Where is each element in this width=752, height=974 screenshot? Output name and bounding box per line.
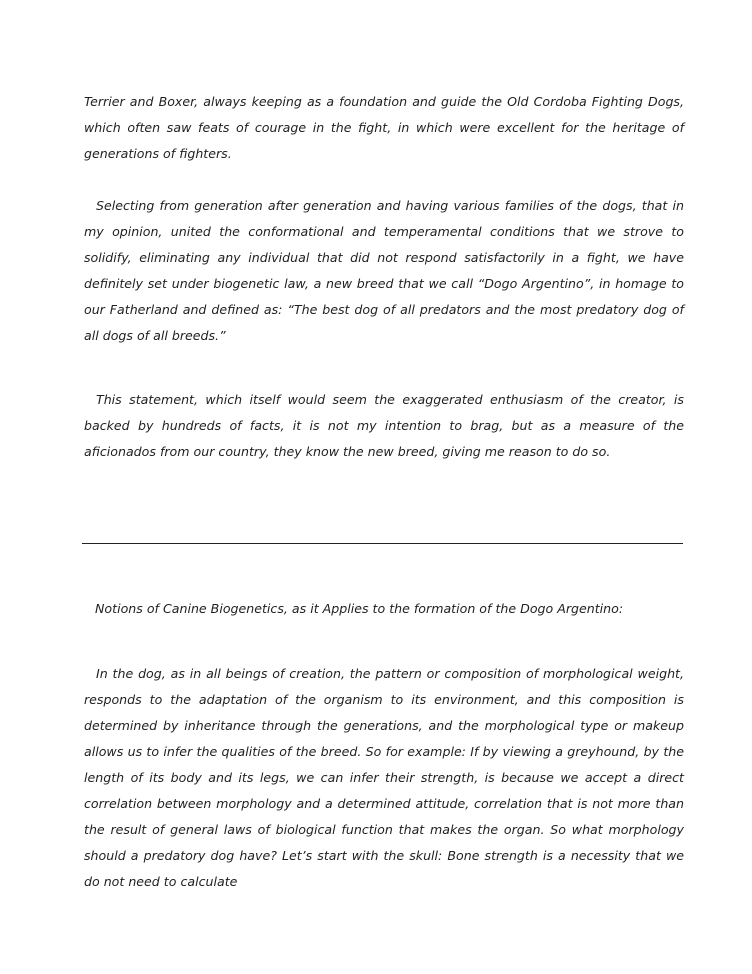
section-heading: Notions of Canine Biogenetics, as it Applies to the formation of the Dogo Argentino: bbox=[95, 601, 624, 616]
paragraph-canine-biogenetics: In the dog, as in all beings of creation, the pattern or composition of morphological weight, responds to the adaptation of the organism to its environment, and this composition is determined by inheritance through the generations, and the morphological type or makeup allows us to infer the qualities of the breed. So for example: If by viewing a greyhound, by the length of its body and its legs, we can infer their strength, is because we accept a direct correlation between morphology and a determined attitude, correlation that is not more than the result of general laws of biological function that makes the organ. So what morphology should a predatory dog have? Let’s start with the skull: Bone strength is a necessity that we do not need to calculate bbox=[84, 666, 684, 889]
paragraph-fighting-dogs-heritage: Terrier and Boxer, always keeping as a foundation and guide the Old Cordoba Fighting Dogs, which often saw feats of courage in the fight, in which were excellent for the heritage of generations of fighters. bbox=[84, 94, 684, 161]
paragraph-creator-statement: This statement, which itself would seem the exaggerated enthusiasm of the creator, is backed by hundreds of facts, it is not my intention to brag, but as a measure of the aficionados from our country, they know the new breed, giving me reason to do so. bbox=[84, 392, 684, 459]
paragraph-breed-selection: Selecting from generation after generation and having various families of the dogs, that in my opinion, united the conformational and temperamental conditions that we strove to solidify, eliminating any individual that did not respond satisfactorily in a fight, we have definitely set under biogenetic law, a new breed that we call “Dogo Argentino”, in homage to our Fatherland and defined as: “The best dog of all predators and the most predatory dog of all dogs of all breeds.” bbox=[84, 198, 684, 343]
section-divider bbox=[82, 543, 683, 544]
